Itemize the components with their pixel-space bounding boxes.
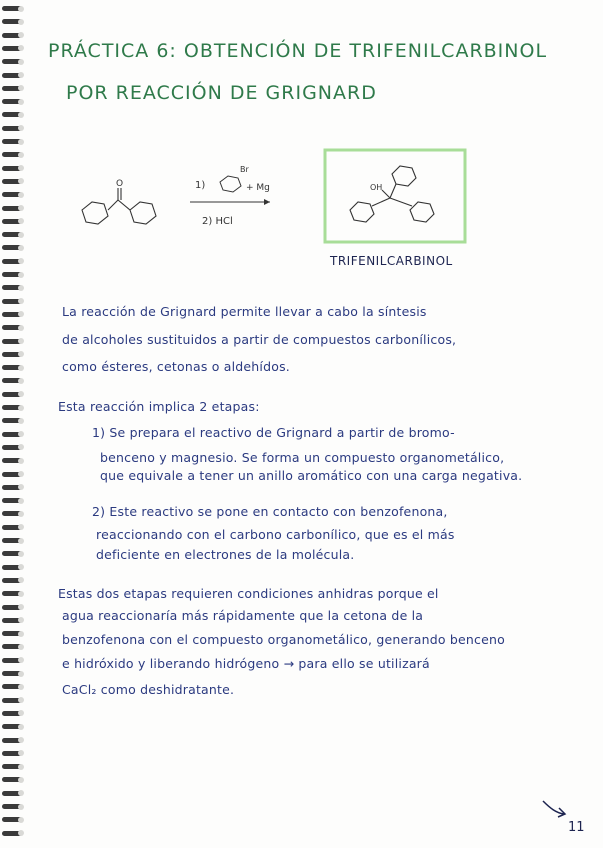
- punch-hole: [18, 790, 24, 796]
- handwritten-line: Esta reacción implica 2 etapas:: [58, 399, 260, 414]
- punch-hole: [18, 657, 24, 663]
- punch-hole: [18, 285, 24, 291]
- handwritten-line: CaCl₂ como deshidratante.: [62, 682, 235, 697]
- punch-hole: [18, 391, 24, 397]
- punch-hole: [18, 511, 24, 517]
- punch-hole: [18, 205, 24, 211]
- punch-hole: [18, 6, 24, 12]
- handwritten-line: benceno y magnesio. Se forma un compuesto organometálico,: [100, 450, 505, 465]
- punch-hole: [18, 418, 24, 424]
- punch-hole: [18, 564, 24, 570]
- handwritten-line: como ésteres, cetonas o aldehídos.: [62, 359, 290, 374]
- carbonyl-oxygen-label: O: [116, 179, 124, 189]
- punch-hole: [18, 817, 24, 823]
- punch-hole: [18, 804, 24, 810]
- punch-hole: [18, 125, 24, 131]
- punch-hole: [18, 405, 24, 411]
- punch-hole: [18, 604, 24, 610]
- punch-hole: [18, 72, 24, 78]
- handwritten-line: La reacción de Grignard permite llevar a cabo la síntesis: [62, 304, 427, 319]
- punch-hole: [18, 444, 24, 450]
- punch-hole: [18, 538, 24, 544]
- handwritten-line: e hidróxido y liberando hidrógeno → para ello se utilizará: [62, 656, 430, 671]
- punch-hole: [18, 218, 24, 224]
- punch-hole: [18, 178, 24, 184]
- punch-hole: [18, 764, 24, 770]
- punch-hole: [18, 458, 24, 464]
- punch-hole: [18, 258, 24, 264]
- punch-hole: [18, 591, 24, 597]
- handwritten-line: que equivale a tener un anillo aromático con una carga negativa.: [100, 468, 523, 483]
- punch-hole: [18, 431, 24, 437]
- punch-hole: [18, 32, 24, 38]
- punch-hole: [18, 112, 24, 118]
- magnesium-label: + Mg: [246, 183, 270, 193]
- punch-hole: [18, 551, 24, 557]
- punch-hole: [18, 750, 24, 756]
- product-name-label: TRIFENILCARBINOL: [330, 254, 453, 268]
- punch-hole: [18, 232, 24, 238]
- punch-hole: [18, 737, 24, 743]
- punch-hole: [18, 631, 24, 637]
- bromobenzene-ring: [220, 176, 241, 192]
- punch-hole: [18, 272, 24, 278]
- punch-hole: [18, 45, 24, 51]
- bromine-label: Br: [240, 165, 249, 174]
- punch-hole: [18, 139, 24, 145]
- punch-hole: [18, 165, 24, 171]
- punch-hole: [18, 85, 24, 91]
- punch-hole: [18, 471, 24, 477]
- hydroxyl-label: OH: [370, 183, 383, 192]
- punch-hole: [18, 684, 24, 690]
- punch-hole: [18, 498, 24, 504]
- handwritten-line: benzofenona con el compuesto organometálico, generando benceno: [62, 632, 505, 647]
- page-title-line-2: POR REACCIÓN DE GRIGNARD: [66, 82, 377, 104]
- punch-hole: [18, 710, 24, 716]
- handwritten-line: Estas dos etapas requieren condiciones anhidras porque el: [58, 586, 439, 601]
- punch-hole: [18, 378, 24, 384]
- handwritten-line: 1) Se prepara el reactivo de Grignard a partir de bromo-: [92, 425, 455, 440]
- benzophenone-structure: [82, 188, 156, 224]
- product-highlight-box: [325, 150, 465, 242]
- step-1-number: 1): [195, 180, 206, 191]
- punch-hole: [18, 365, 24, 371]
- punch-hole: [18, 617, 24, 623]
- punch-hole: [18, 524, 24, 530]
- punch-hole: [18, 99, 24, 105]
- punch-hole: [18, 298, 24, 304]
- punch-hole: [18, 671, 24, 677]
- punch-hole: [18, 697, 24, 703]
- punch-hole: [18, 19, 24, 25]
- punch-hole: [18, 351, 24, 357]
- punch-hole: [18, 192, 24, 198]
- punch-hole: [18, 577, 24, 583]
- punch-hole: [18, 325, 24, 331]
- punch-hole: [18, 245, 24, 251]
- step-2-reagent: 2) HCl: [202, 216, 233, 227]
- page-number: 11: [568, 820, 585, 835]
- reaction-arrowhead: [264, 199, 270, 205]
- triphenylcarbinol-structure: [350, 166, 434, 222]
- punch-hole: [18, 152, 24, 158]
- punch-hole: [18, 484, 24, 490]
- reaction-scheme: [70, 140, 470, 270]
- punch-hole: [18, 777, 24, 783]
- punch-hole: [18, 338, 24, 344]
- next-page-arrow-icon: [540, 796, 570, 818]
- spiral-binding: [0, 0, 26, 848]
- punch-hole: [18, 830, 24, 836]
- punch-hole: [18, 724, 24, 730]
- page-title-line-1: PRÁCTICA 6: OBTENCIÓN DE TRIFENILCARBINOL: [48, 40, 548, 62]
- handwritten-line: 2) Este reactivo se pone en contacto con benzofenona,: [92, 504, 448, 519]
- punch-hole: [18, 311, 24, 317]
- handwritten-line: deficiente en electrones de la molécula.: [96, 547, 355, 562]
- handwritten-line: agua reaccionaría más rápidamente que la cetona de la: [62, 608, 424, 623]
- punch-hole: [18, 59, 24, 65]
- handwritten-line: reaccionando con el carbono carbonílico, que es el más: [96, 527, 455, 542]
- punch-hole: [18, 644, 24, 650]
- handwritten-line: de alcoholes sustituidos a partir de compuestos carbonílicos,: [62, 332, 457, 347]
